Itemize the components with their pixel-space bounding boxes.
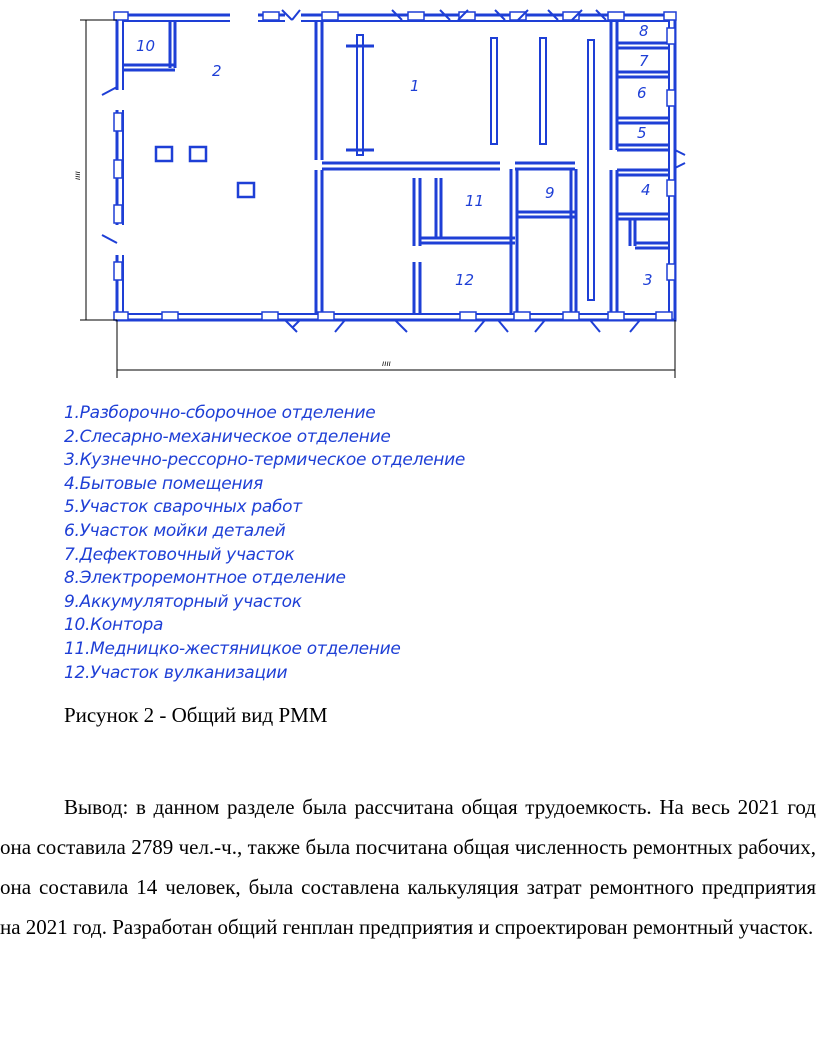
lift-post (357, 35, 363, 155)
legend-item: 10.Контора (64, 615, 164, 636)
room-label-6: 6 (637, 84, 647, 102)
room-label-3: 3 (643, 271, 653, 289)
legend-item: 1.Разборочно-сборочное отделение (64, 403, 376, 423)
figure-caption: Рисунок 2 - Общий вид РММ (64, 703, 328, 727)
room-label-8: 8 (639, 22, 649, 40)
room-label-4: 4 (641, 181, 651, 199)
legend-item: 9.Аккумуляторный участок (64, 591, 302, 612)
room-label-2: 2 (212, 62, 222, 80)
legend-item: 12.Участок вулканизации (64, 662, 288, 683)
room-label-5: 5 (637, 124, 647, 142)
dimension-length-label: ıııı (382, 359, 391, 368)
room-label-9: 9 (545, 184, 555, 202)
legend-item: 8.Электроремонтное отделение (64, 568, 346, 589)
conclusion-paragraph: Вывод: в данном разделе была рассчитана общая трудоемкость. На весь 2021 год она составила 2789 чел.-ч., также была посчитана общая численность ремонтных рабочих, она составила 14 человек, была составлена калькуляция затрат ремонтного предприятия на 2021 год. Разработан общий генплан предприятия и спроектирован ремонтный участок. (0, 795, 816, 939)
room-label-11: 11 (465, 192, 485, 210)
room-label-12: 12 (455, 271, 475, 289)
room-label-1: 1 (410, 77, 420, 95)
machine (156, 147, 172, 161)
legend-item: 2.Слесарно-механическое отделение (64, 426, 391, 447)
machine (238, 183, 254, 197)
inspection-pit (540, 38, 546, 144)
room-legend (64, 402, 465, 685)
legend-item: 11.Медницко-жестяницкое отделение (64, 638, 401, 659)
inspection-pit (491, 38, 497, 144)
dimension-height-label: ıııı (73, 171, 82, 180)
legend-item: 6.Участок мойки деталей (64, 520, 286, 541)
room-label-7: 7 (639, 52, 649, 70)
legend-item: 5.Участок сварочных работ (64, 497, 302, 518)
conveyor (588, 40, 594, 300)
floor-plan-drawing (0, 0, 816, 380)
legend-item: 4.Бытовые помещения (64, 473, 263, 494)
legend-item: 7.Дефектовочный участок (64, 544, 295, 565)
machine (190, 147, 206, 161)
legend-item: 3.Кузнечно-рессорно-термическое отделение (64, 450, 466, 471)
room-label-10: 10 (136, 37, 156, 55)
